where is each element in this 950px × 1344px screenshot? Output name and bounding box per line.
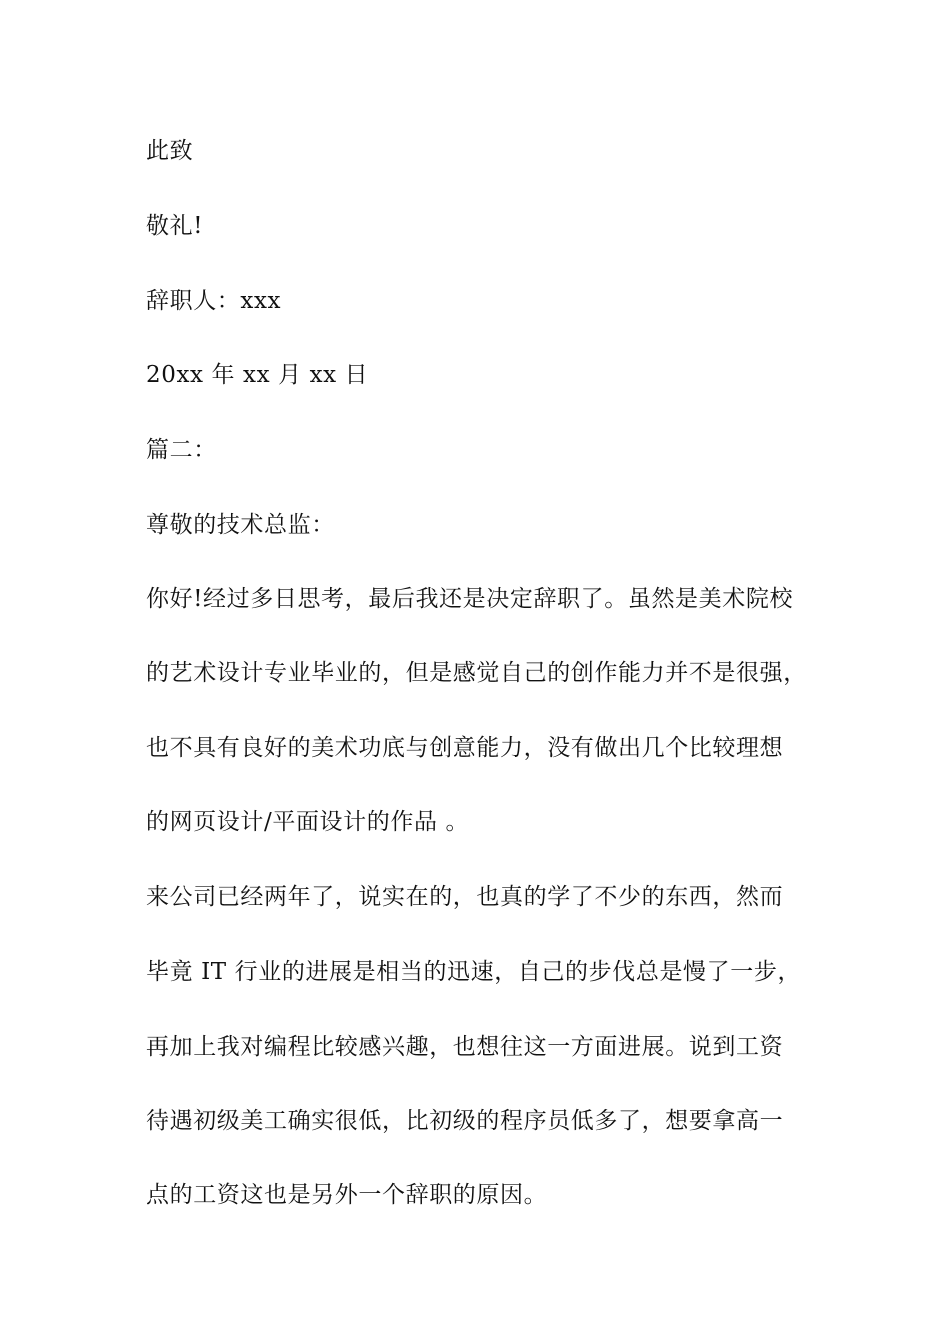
body-line: 来公司已经两年了，说实在的，也真的学了不少的东西，然而 <box>146 884 784 910</box>
body-line: 毕竟 IT 行业的进展是相当的迅速，自己的步伐总是慢了一步， <box>146 959 802 985</box>
body-line: 点的工资这也是另外一个辞职的原因。 <box>146 1182 548 1208</box>
body-line: 再加上我对编程比较感兴趣，也想往这一方面进展。说到工资 <box>146 1034 784 1060</box>
date-line: 20xx 年 xx 月 xx 日 <box>146 362 369 388</box>
recipient-line: 尊敬的技术总监： <box>146 512 335 538</box>
salutation-line: 敬礼! <box>146 213 204 239</box>
body-line: 你好!经过多日思考，最后我还是决定辞职了。虽然是美术院校 <box>146 586 794 612</box>
body-line: 的网页设计/平面设计的作品 。 <box>146 809 470 835</box>
body-line: 也不具有良好的美术功底与创意能力，没有做出几个比较理想 <box>146 735 784 761</box>
section-heading: 篇二： <box>146 437 217 463</box>
body-line: 待遇初级美工确实很低，比初级的程序员低多了，想要拿高一 <box>146 1108 784 1134</box>
body-line: 的艺术设计专业毕业的，但是感觉自己的创作能力并不是很强， <box>146 660 807 686</box>
closing-line: 此致 <box>146 138 194 164</box>
signer-line: 辞职人：xxx <box>146 288 282 314</box>
